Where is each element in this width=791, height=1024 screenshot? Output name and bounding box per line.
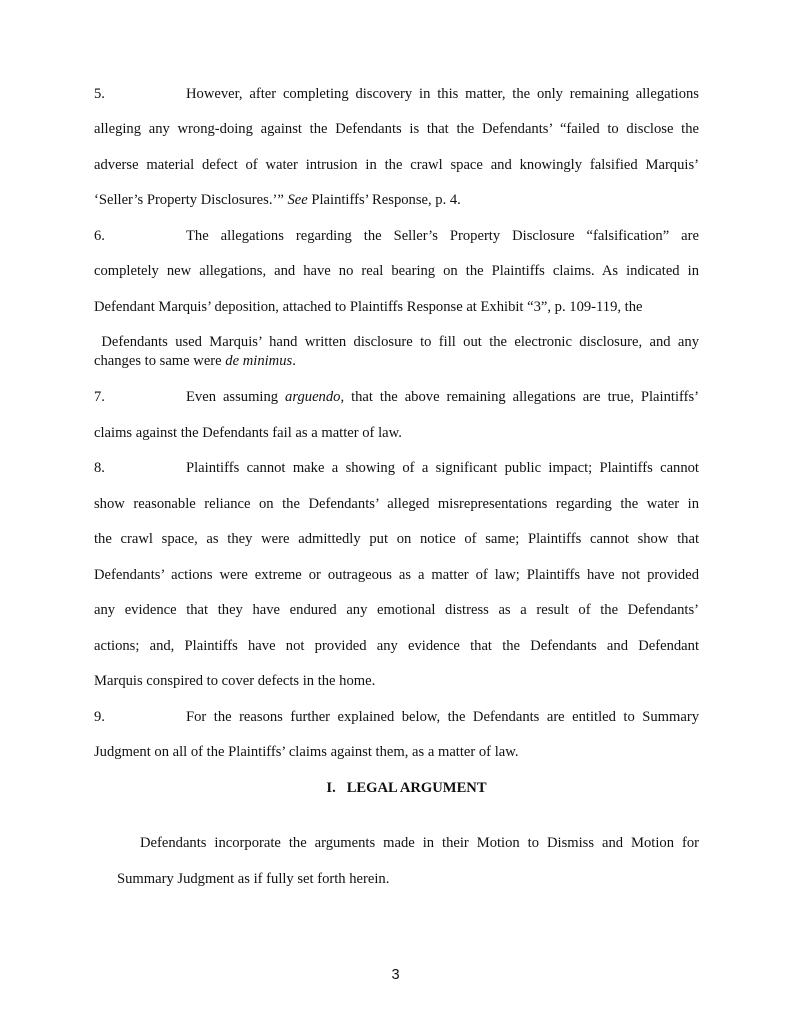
paragraph-6-line-2: completely new allegations, and have no real bearing on the Plaintiffs claims. As indicated in: [94, 263, 699, 279]
paragraph-8-line-3: the crawl space, as they were admittedly put on notice of same; Plaintiffs cannot show that: [94, 531, 699, 547]
paragraph-9-line-2: Judgment on all of the Plaintiffs’ claims against them, as a matter of law.: [94, 744, 519, 760]
paragraph-6-line-5: changes to same were de minimus.: [94, 353, 296, 369]
section-heading: I. LEGAL ARGUMENT: [326, 780, 487, 796]
paragraph-8-number: 8.: [94, 460, 105, 476]
paragraph-8-line-6: actions; and, Plaintiffs have not provided any evidence that the Defendants and Defendant: [94, 638, 699, 654]
paragraph-5-line-2: alleging any wrong-doing against the Defendants is that the Defendants’ “failed to disclose the: [94, 121, 699, 137]
paragraph-9-line-1: 9. For the reasons further explained below, the Defendants are entitled to Summary: [94, 709, 699, 725]
closing-line-1: Defendants incorporate the arguments made in their Motion to Dismiss and Motion for: [140, 835, 699, 851]
paragraph-5-number: 5.: [94, 86, 105, 102]
paragraph-9-number: 9.: [94, 709, 105, 725]
closing-line-2: Summary Judgment as if fully set forth herein.: [117, 871, 390, 887]
paragraph-6-line-1: 6. The allegations regarding the Seller’s Property Disclosure “falsification” are: [94, 228, 699, 244]
paragraph-8-line-5: any evidence that they have endured any emotional distress as a result of the Defendants’: [94, 602, 699, 618]
paragraph-7-number: 7.: [94, 389, 105, 405]
page-number: 3: [391, 967, 400, 983]
paragraph-8-line-2: show reasonable reliance on the Defendants’ alleged misrepresentations regarding the water in: [94, 496, 699, 512]
paragraph-7-line-2: claims against the Defendants fail as a matter of law.: [94, 425, 402, 441]
paragraph-6-line-3: Defendant Marquis’ deposition, attached to Plaintiffs Response at Exhibit “3”, p. 109-119, the: [94, 299, 643, 315]
paragraph-5-line-3: adverse material defect of water intrusion in the crawl space and knowingly falsified Marquis’: [94, 157, 699, 173]
paragraph-6-number: 6.: [94, 228, 105, 244]
paragraph-8-line-7: Marquis conspired to cover defects in the home.: [94, 673, 376, 689]
paragraph-6-line-4: Defendants used Marquis’ hand written disclosure to fill out the electronic disclosure, and any: [94, 334, 699, 350]
paragraph-8-line-4: Defendants’ actions were extreme or outrageous as a matter of law; Plaintiffs have not provided: [94, 567, 699, 583]
paragraph-5-line-1: 5. However, after completing discovery in this matter, the only remaining allegations: [94, 86, 699, 102]
paragraph-5-line-4: ‘Seller’s Property Disclosures.’” See Plaintiffs’ Response, p. 4.: [94, 192, 461, 208]
paragraph-8-line-1: 8. Plaintiffs cannot make a showing of a significant public impact; Plaintiffs cannot: [94, 460, 699, 476]
paragraph-7-line-1: 7. Even assuming arguendo, that the above remaining allegations are true, Plaintiffs’: [94, 389, 699, 405]
